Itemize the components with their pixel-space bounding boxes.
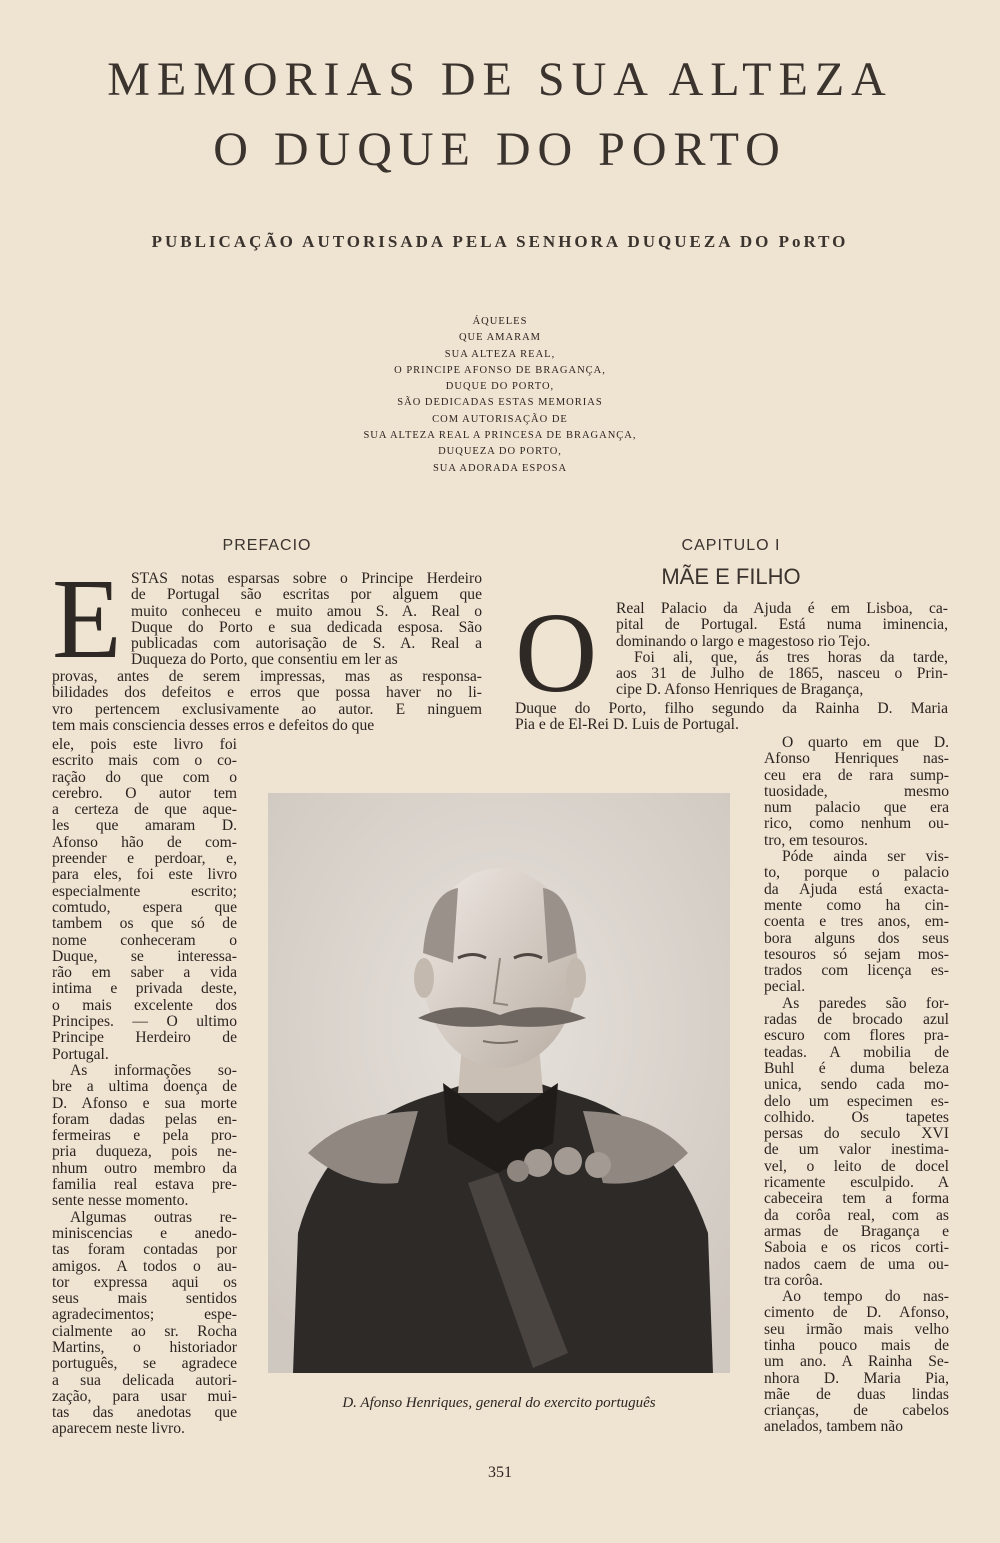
dedication-line: SÃO DEDICADAS ESTAS MEMORIAS [397, 397, 603, 409]
text-line: familia real estava pre- [52, 1177, 237, 1194]
text-line: Principe Herdeiro de [52, 1030, 237, 1047]
text-line: bilidades dos defeitos e erros que possa haver no li- [52, 685, 482, 702]
text-line: publicadas com autorisação de S. A. Real a [131, 636, 482, 653]
text-line: cialmente ao sr. Rocha [52, 1323, 237, 1340]
prefacio-narrow-text [52, 737, 237, 1438]
text-line: de um valor inestima- [764, 1142, 949, 1159]
prefacio-wide-text [52, 669, 482, 734]
text-line: cabeceira tem a forma [764, 1191, 949, 1208]
dedication-line: DUQUE DO PORTO, [445, 381, 555, 393]
text-line: delo um especimen es- [764, 1093, 949, 1110]
text-line: les que amaram D. [52, 818, 237, 835]
text-line: nhum outro membro da [52, 1160, 237, 1177]
capitulo-heading: CAPITULO I [681, 537, 781, 554]
text-line: provas, antes de serem impressas, mas as responsa- [52, 669, 482, 685]
text-line: rão em saber a vida [52, 965, 237, 982]
text-line: tambem os que só de [52, 916, 237, 933]
text-line: aparecem neste livro. [52, 1421, 185, 1438]
text-line: dominando o largo e magestoso rio Tejo. [616, 633, 871, 650]
text-line: para eles, foi este livro [52, 867, 237, 884]
text-line: Buhl é duma beleza [764, 1060, 949, 1077]
text-line: Algumas outras re- [70, 1209, 237, 1226]
text-line: armas de Bragança e [764, 1223, 949, 1240]
text-line: unica, sendo cada mo- [764, 1077, 949, 1094]
text-line: miniscencias e anedo- [52, 1225, 237, 1242]
dedication-line: QUE AMARAM [458, 332, 542, 344]
text-line: escrito mais com o co- [52, 753, 237, 770]
text-line: O quarto em que D. [782, 735, 949, 751]
text-line: vro pertencem exclusivamente ao autor. E ninguem [52, 701, 482, 718]
portrait-illustration [268, 793, 730, 1373]
text-line: muito conheceu e muito amou S. A. Real o [131, 603, 482, 620]
text-line: de Portugal são escritas por alguem que [131, 587, 482, 604]
prefacio-intro-text [131, 571, 482, 669]
text-line: tra corôa. [764, 1272, 823, 1289]
text-line: As paredes são for- [782, 995, 949, 1012]
text-line: um ano. A Rainha Se- [764, 1354, 949, 1371]
portrait-photo [268, 793, 730, 1373]
text-line: fermeiras e pela pro- [52, 1128, 237, 1145]
prefacio-drop-cap: E [52, 555, 122, 682]
text-line: tas foram contadas por [52, 1242, 237, 1259]
text-line: pria duqueza, pois ne- [52, 1144, 237, 1161]
text-line: preender e perdoar, e, [52, 851, 237, 868]
text-line: aos 31 de Julho de 1865, nasceu o Prin- [616, 666, 948, 683]
text-line: tro, em tesouros. [764, 832, 868, 849]
text-line: Pia e de El-Rei D. Luis de Portugal. [515, 717, 739, 734]
text-line: ele, pois este livro foi [52, 737, 237, 753]
chapter-title: MÃE E FILHO [661, 564, 801, 589]
text-line: tas das anedotas que [52, 1405, 237, 1422]
text-line: pecial. [764, 979, 806, 996]
text-line: foram dadas pelas en- [52, 1111, 237, 1128]
text-line: zação, para usar mui- [52, 1388, 237, 1405]
text-line: pital de Portugal. Está numa iminencia, [616, 617, 948, 634]
capitulo-drop-cap: O [515, 589, 598, 716]
title-line-1: MEMORIAS DE SUA ALTEZA [107, 53, 893, 106]
title-line-2: O DUQUE DO PORTO [213, 123, 787, 176]
text-line: As informações so- [70, 1062, 237, 1079]
text-line: nados caem de uma ou- [764, 1256, 949, 1273]
text-line: intima e privada deste, [52, 981, 237, 998]
text-line: tinha pouco mais de [764, 1337, 949, 1354]
subtitle: PUBLICAÇÃO AUTORISADA PELA SENHORA DUQUEZA DO PoRTO [151, 232, 849, 251]
text-line: ração do que com o [52, 769, 237, 786]
text-line: mente como ha cin- [764, 897, 949, 914]
text-line: seu irmão mais velho [764, 1321, 949, 1338]
text-line: cerebro. O autor tem [52, 785, 237, 802]
text-line: bora alguns dos seus [764, 930, 949, 947]
text-line: tor expressa aqui os [52, 1274, 237, 1291]
text-line: persas do seculo XVI [764, 1126, 949, 1143]
portrait-caption: D. Afonso Henriques, general do exercito português [342, 1395, 656, 1411]
text-line: Ao tempo do nas- [782, 1289, 949, 1306]
capitulo-wide-text [515, 701, 948, 734]
text-line: amigos. A todos o au- [52, 1258, 237, 1275]
text-line: cipe D. Afonso Henriques de Bragança, [616, 682, 864, 699]
text-line: ceu era de rara sump- [764, 767, 949, 784]
text-line: sente nesse momento. [52, 1193, 189, 1210]
text-line: ricamente esculpido. A [764, 1175, 949, 1192]
text-line: Real Palacio da Ajuda é em Lisboa, ca- [616, 601, 948, 617]
text-line: bre a ultima doença de [52, 1079, 237, 1096]
text-line: mãe de duas lindas [764, 1386, 949, 1403]
text-line: Duque do Porto e sua dedicada esposa. São [131, 619, 482, 636]
dedication-line: DUQUEZA DO PORTO, [438, 446, 562, 458]
text-line: Duqueza do Porto, que consentiu em ler as [131, 652, 398, 669]
text-line: anelados, tambem não [764, 1419, 903, 1436]
text-line: nhora D. Maria Pia, [764, 1370, 949, 1387]
text-line: agradecimentos; espe- [52, 1307, 237, 1324]
text-line: to, porque o palacio [764, 865, 949, 882]
text-line: colhido. Os tapetes [764, 1109, 949, 1126]
text-line: da Ajuda está exacta- [764, 881, 949, 898]
text-line: a sua delicada autori- [52, 1372, 237, 1389]
text-line: crianças, de cabelos [764, 1403, 949, 1420]
text-line: tuosidade, mesmo [764, 783, 949, 800]
text-line: Saboia e os ricos corti- [764, 1240, 949, 1257]
text-line: cimento de D. Afonso, [764, 1305, 949, 1322]
text-line: Afonso hão de com- [52, 834, 237, 851]
dedication-line: SUA ADORADA ESPOSA [432, 462, 568, 474]
text-line: da corôa real, com as [764, 1207, 949, 1224]
text-line: escuro com flores pra- [764, 1028, 949, 1045]
text-line: D. Afonso e sua morte [52, 1095, 237, 1112]
text-line: o mais excelente dos [52, 997, 237, 1014]
dedication-line: O PRINCIPE AFONSO DE BRAGANÇA, [394, 364, 606, 376]
text-line: seus mais sentidos [52, 1291, 237, 1308]
text-line: trados com licença es- [764, 963, 949, 980]
text-line: Foi ali, que, ás tres horas da tarde, [634, 649, 948, 666]
text-line: coenta e tres anos, em- [764, 914, 949, 931]
text-line: STAS notas esparsas sobre o Principe Herdeiro [131, 571, 482, 587]
text-line: Afonso Henriques nas- [764, 751, 949, 768]
text-line: português, se agradece [52, 1356, 237, 1373]
text-line: Duque, se interessa- [52, 948, 237, 965]
text-line: radas de brocado azul [764, 1012, 949, 1029]
dedication-line: ÁQUELES [472, 316, 528, 327]
text-line: Principes. — O ultimo [52, 1014, 237, 1031]
dedication-line: SUA ALTEZA REAL A PRINCESA DE BRAGANÇA, [363, 430, 637, 442]
text-line: Martins, o historiador [52, 1339, 237, 1356]
text-line: nome conheceram o [52, 932, 237, 949]
dedication-line: COM AUTORISAÇÃO DE [432, 413, 568, 425]
text-line: Portugal. [52, 1046, 109, 1063]
text-line: teadas. A mobilia de [764, 1044, 949, 1061]
text-line: rico, como nenhum ou- [764, 816, 949, 833]
dedication-line: SUA ALTEZA REAL, [444, 348, 556, 360]
text-line: tem mais consciencia desses erros e defeitos do que [52, 717, 375, 734]
capitulo-narrow-text [764, 735, 949, 1436]
text-line: Póde ainda ser vis- [782, 849, 949, 866]
dedication [200, 314, 800, 477]
text-line: a certeza de que aque- [52, 802, 237, 819]
text-line: especialmente escrito; [52, 883, 237, 900]
text-line: vel, o leito de docel [764, 1158, 949, 1175]
text-line: Duque do Porto, filho segundo da Rainha D. Maria [515, 701, 948, 717]
prefacio-heading: PREFACIO [222, 537, 312, 554]
page-number: 351 [488, 1464, 512, 1481]
text-line: tesouros só sejam mos- [764, 946, 949, 963]
text-line: comtudo, espera que [52, 899, 237, 916]
text-line: num palacio que era [764, 800, 949, 817]
capitulo-intro-text [616, 601, 948, 699]
